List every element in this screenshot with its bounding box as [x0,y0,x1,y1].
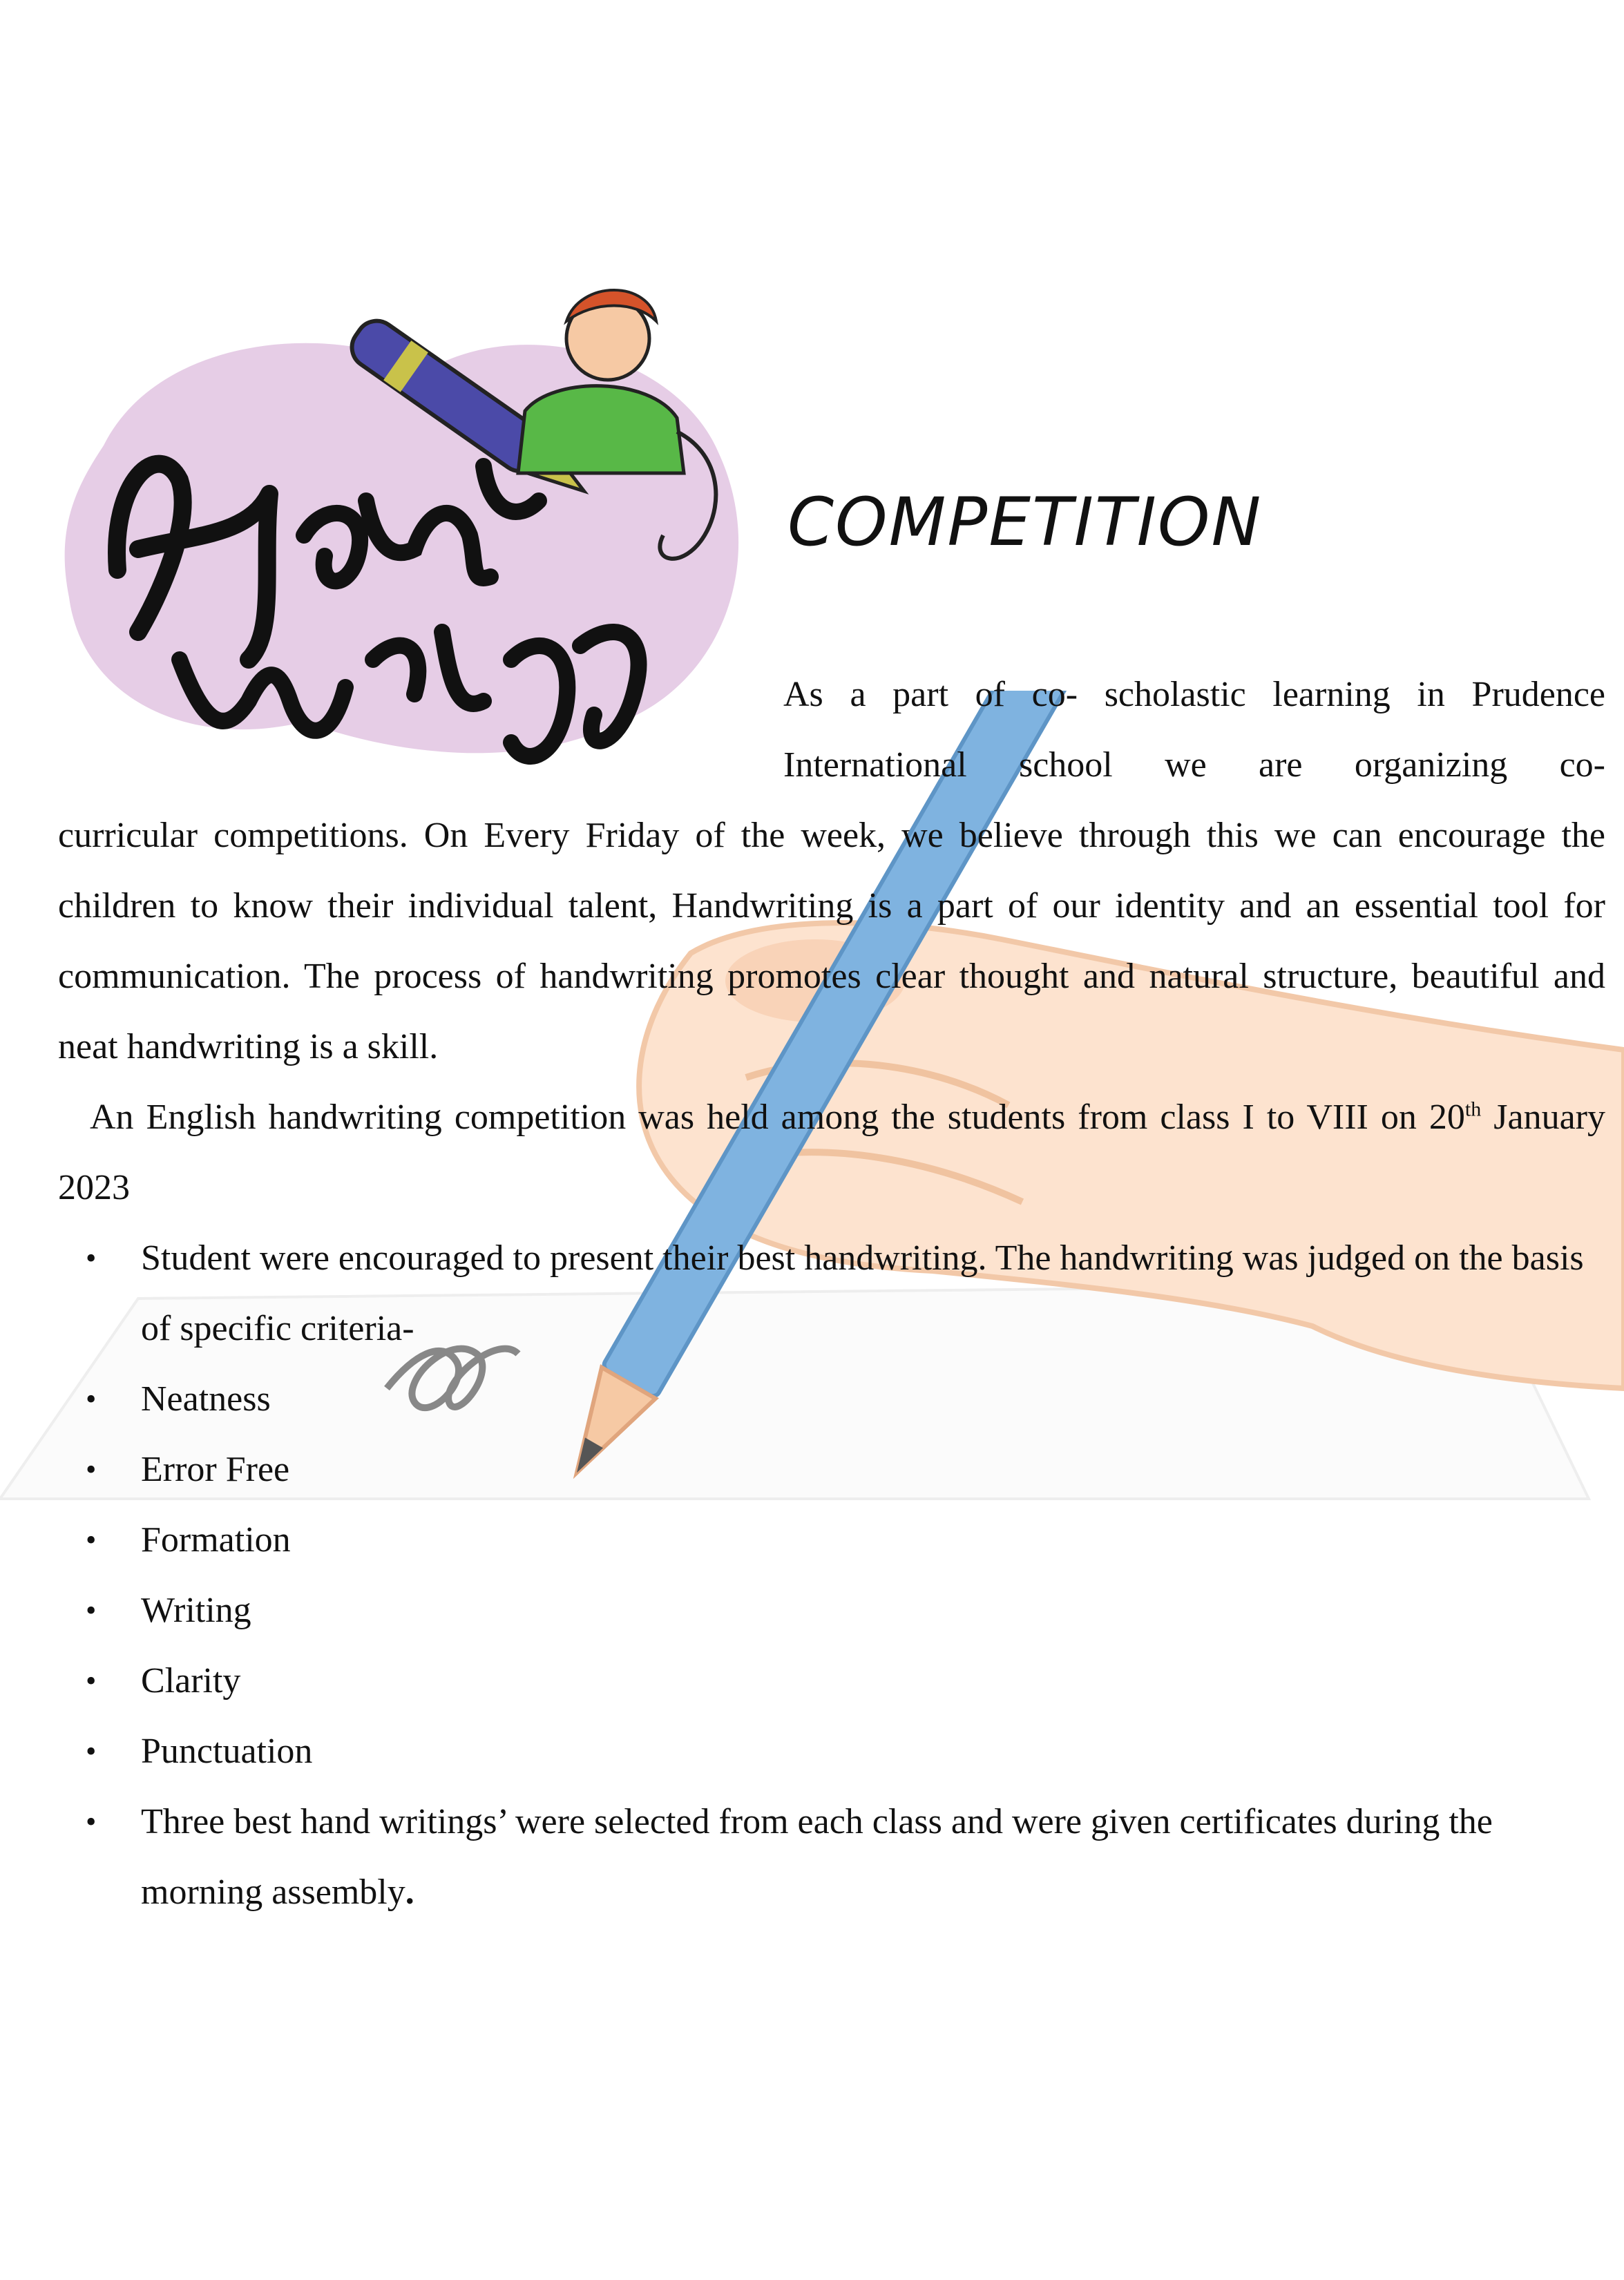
list-item-text: Three best hand writings’ were selected from each class and were given certificates during the morning assembly [141,1802,1493,1912]
list-item-text: Writing [141,1591,251,1630]
list-item-text: Neatness [141,1379,271,1419]
bullet-icon: • [86,1241,97,1275]
bullet-icon: • [86,1805,97,1839]
list-item-text: Punctuation [141,1732,313,1771]
bullet-icon: • [86,1453,97,1486]
criteria-list [58,1223,1592,1928]
event-date: January 2023 [58,1098,1605,1207]
intro-paragraph-first: As a part of co- scholastic learning in Prudence International school we are organizing co- [783,675,1605,785]
list-item [58,1505,1592,1575]
final-period: . [405,1872,414,1912]
bullet-icon: • [86,1523,97,1557]
list-item [58,1223,1592,1364]
bullet-icon: • [86,1593,97,1627]
list-item [58,1646,1592,1716]
bullet-icon: • [86,1734,97,1768]
list-item-text: Formation [141,1520,291,1560]
list-item-text: Clarity [141,1661,241,1701]
list-item [58,1787,1592,1928]
event-text: An English handwriting competition was held among the students from class I to VIII on 20 [90,1098,1465,1137]
bullet-icon: • [86,1382,97,1416]
event-date-suffix: th [1464,1098,1482,1121]
list-item [58,1435,1592,1505]
list-item [58,1716,1592,1787]
page-title: COMPETITION [787,483,1263,561]
list-item-text: Error Free [141,1450,290,1489]
list-item-text: Student were encouraged to present their best handwriting. The handwriting was judged on the basis of specific criteria- [141,1238,1584,1348]
handwriting-logo-icon [41,273,760,798]
bullet-icon: • [86,1664,97,1698]
list-item [58,1364,1592,1435]
intro-paragraph-rest: curricular competitions. On Every Friday of the week, we believe through this we can encourage the children to know their individual talent, Handwriting is a part of our identity and an essential tool for communication. The process of handwriting promotes clear thought and natural structure, beautiful and neat handwriting is a skill. [58,816,1605,1066]
list-item [58,1575,1592,1646]
event-paragraph [58,1082,1605,1223]
